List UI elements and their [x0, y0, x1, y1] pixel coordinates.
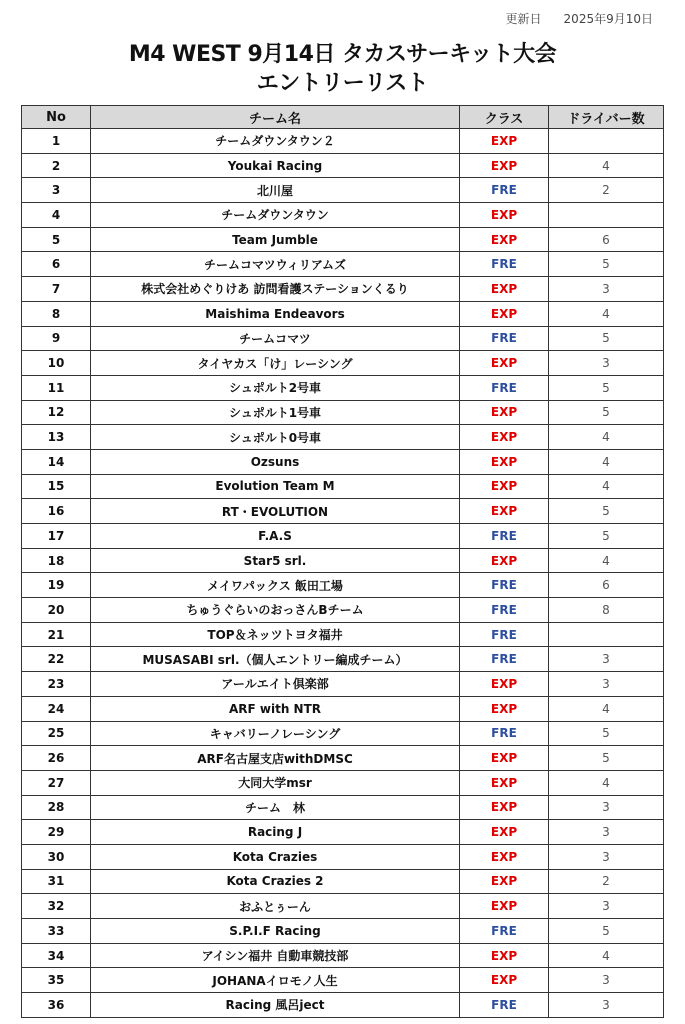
table-row	[22, 820, 664, 845]
row-no: 26	[22, 746, 91, 771]
row-class: FRE	[460, 721, 549, 746]
table-header-row	[22, 106, 664, 129]
row-team-name: RT・EVOLUTION	[91, 499, 460, 524]
row-no: 4	[22, 203, 91, 228]
row-no: 23	[22, 672, 91, 697]
row-no: 19	[22, 573, 91, 598]
row-no: 22	[22, 647, 91, 672]
col-header-no: No	[22, 106, 91, 129]
row-driver-count: 5	[549, 746, 664, 771]
row-team-name: Ozsuns	[91, 449, 460, 474]
table-row	[22, 993, 664, 1018]
row-team-name: JOHANAイロモノ人生	[91, 968, 460, 993]
row-class: EXP	[460, 869, 549, 894]
row-no: 31	[22, 869, 91, 894]
table-row	[22, 400, 664, 425]
row-team-name: 株式会社めぐりけあ 訪問看護ステーションくるり	[91, 277, 460, 302]
row-driver-count: 5	[549, 400, 664, 425]
row-team-name: 大同大学msr	[91, 770, 460, 795]
row-no: 1	[22, 129, 91, 154]
row-driver-count: 4	[549, 474, 664, 499]
row-driver-count: 3	[549, 968, 664, 993]
row-driver-count: 4	[549, 696, 664, 721]
table-row	[22, 869, 664, 894]
row-class: FRE	[460, 993, 549, 1018]
row-driver-count: 5	[549, 721, 664, 746]
row-no: 17	[22, 524, 91, 549]
row-no: 14	[22, 449, 91, 474]
row-no: 13	[22, 425, 91, 450]
row-no: 25	[22, 721, 91, 746]
row-team-name: チームコマツ	[91, 326, 460, 351]
row-driver-count	[549, 622, 664, 647]
row-no: 32	[22, 894, 91, 919]
row-driver-count: 5	[549, 499, 664, 524]
row-team-name: Youkai Racing	[91, 153, 460, 178]
table-row	[22, 746, 664, 771]
table-row	[22, 178, 664, 203]
row-no: 3	[22, 178, 91, 203]
row-class: EXP	[460, 499, 549, 524]
row-team-name: Evolution Team M	[91, 474, 460, 499]
row-class: EXP	[460, 425, 549, 450]
row-team-name: アールエイト倶楽部	[91, 672, 460, 697]
row-driver-count: 5	[549, 524, 664, 549]
row-driver-count: 2	[549, 869, 664, 894]
row-team-name: キャバリーノレーシング	[91, 721, 460, 746]
row-driver-count: 2	[549, 178, 664, 203]
row-no: 9	[22, 326, 91, 351]
row-driver-count: 5	[549, 919, 664, 944]
row-driver-count: 3	[549, 993, 664, 1018]
row-no: 33	[22, 919, 91, 944]
row-team-name: Kota Crazies 2	[91, 869, 460, 894]
row-driver-count: 3	[549, 351, 664, 376]
table-row	[22, 672, 664, 697]
row-class: EXP	[460, 474, 549, 499]
row-team-name: シュポルト0号車	[91, 425, 460, 450]
row-class: EXP	[460, 449, 549, 474]
row-no: 34	[22, 943, 91, 968]
row-no: 7	[22, 277, 91, 302]
row-class: EXP	[460, 277, 549, 302]
row-class: EXP	[460, 820, 549, 845]
row-team-name: アイシン福井 自動車競技部	[91, 943, 460, 968]
row-class: EXP	[460, 227, 549, 252]
row-no: 2	[22, 153, 91, 178]
table-row	[22, 943, 664, 968]
table-row	[22, 425, 664, 450]
table-row	[22, 968, 664, 993]
table-row	[22, 721, 664, 746]
row-no: 8	[22, 301, 91, 326]
row-no: 24	[22, 696, 91, 721]
row-class: FRE	[460, 252, 549, 277]
row-team-name: チーム 林	[91, 795, 460, 820]
row-team-name: チームコマツウィリアムズ	[91, 252, 460, 277]
row-team-name: Star5 srl.	[91, 548, 460, 573]
row-no: 12	[22, 400, 91, 425]
table-row	[22, 129, 664, 154]
row-driver-count: 3	[549, 844, 664, 869]
row-class: EXP	[460, 746, 549, 771]
row-driver-count: 4	[549, 153, 664, 178]
row-team-name: シュポルト1号車	[91, 400, 460, 425]
table-row	[22, 894, 664, 919]
row-team-name: Racing J	[91, 820, 460, 845]
row-class: EXP	[460, 203, 549, 228]
table-row	[22, 153, 664, 178]
row-class: FRE	[460, 375, 549, 400]
row-team-name: Maishima Endeavors	[91, 301, 460, 326]
row-driver-count: 3	[549, 277, 664, 302]
row-team-name: 北川屋	[91, 178, 460, 203]
table-row	[22, 696, 664, 721]
row-no: 11	[22, 375, 91, 400]
update-label: 更新日	[505, 12, 542, 26]
row-class: EXP	[460, 351, 549, 376]
table-row	[22, 351, 664, 376]
row-class: FRE	[460, 326, 549, 351]
row-team-name: MUSASABI srl.（個人エントリー編成チーム）	[91, 647, 460, 672]
row-driver-count: 4	[549, 548, 664, 573]
row-no: 20	[22, 598, 91, 623]
row-team-name: ちゅうぐらいのおっさんBチーム	[91, 598, 460, 623]
col-header-drivers: ドライバー数	[549, 106, 664, 129]
row-team-name: TOP＆ネッツトヨタ福井	[91, 622, 460, 647]
col-header-class: クラス	[460, 106, 549, 129]
title-line-2: エントリーリスト	[256, 71, 429, 96]
row-team-name: S.P.I.F Racing	[91, 919, 460, 944]
row-class: FRE	[460, 622, 549, 647]
row-driver-count: 6	[549, 573, 664, 598]
row-class: FRE	[460, 178, 549, 203]
row-no: 28	[22, 795, 91, 820]
table-body	[22, 129, 664, 1018]
update-date-line	[506, 10, 653, 27]
row-team-name: メイワパックス 飯田工場	[91, 573, 460, 598]
row-driver-count	[549, 129, 664, 154]
row-driver-count: 4	[549, 770, 664, 795]
row-driver-count: 3	[549, 795, 664, 820]
row-driver-count: 3	[549, 894, 664, 919]
row-driver-count: 8	[549, 598, 664, 623]
row-no: 36	[22, 993, 91, 1018]
table-row	[22, 375, 664, 400]
table-row	[22, 252, 664, 277]
row-team-name: ARF with NTR	[91, 696, 460, 721]
table-row	[22, 227, 664, 252]
row-team-name: F.A.S	[91, 524, 460, 549]
row-class: EXP	[460, 672, 549, 697]
row-team-name: チームダウンタウン２	[91, 129, 460, 154]
row-class: EXP	[460, 129, 549, 154]
row-class: EXP	[460, 696, 549, 721]
row-no: 10	[22, 351, 91, 376]
row-class: EXP	[460, 844, 549, 869]
row-class: EXP	[460, 770, 549, 795]
row-driver-count: 4	[549, 943, 664, 968]
row-no: 30	[22, 844, 91, 869]
title-line-1: M4 WEST 9月14日 タカスサーキット大会	[128, 42, 557, 67]
row-team-name: タイヤカス「け」レーシング	[91, 351, 460, 376]
table-row	[22, 449, 664, 474]
row-class: EXP	[460, 301, 549, 326]
row-class: FRE	[460, 573, 549, 598]
row-driver-count: 5	[549, 375, 664, 400]
update-date: 2025年9月10日	[563, 12, 653, 26]
row-class: EXP	[460, 153, 549, 178]
table-row	[22, 499, 664, 524]
row-no: 16	[22, 499, 91, 524]
table-row	[22, 301, 664, 326]
col-header-team: チーム名	[91, 106, 460, 129]
row-team-name: Kota Crazies	[91, 844, 460, 869]
row-class: FRE	[460, 919, 549, 944]
table-row	[22, 647, 664, 672]
row-no: 15	[22, 474, 91, 499]
row-driver-count: 4	[549, 301, 664, 326]
table-row	[22, 474, 664, 499]
row-no: 21	[22, 622, 91, 647]
row-driver-count: 3	[549, 672, 664, 697]
table-row	[22, 548, 664, 573]
row-class: EXP	[460, 548, 549, 573]
table-row	[22, 598, 664, 623]
row-team-name: Racing 風呂ject	[91, 993, 460, 1018]
row-team-name: Team Jumble	[91, 227, 460, 252]
row-driver-count: 6	[549, 227, 664, 252]
row-driver-count: 5	[549, 326, 664, 351]
row-driver-count: 5	[549, 252, 664, 277]
table-row	[22, 573, 664, 598]
row-class: FRE	[460, 524, 549, 549]
row-team-name: シュポルト2号車	[91, 375, 460, 400]
row-team-name: ARF名古屋支店withDMSC	[91, 746, 460, 771]
table-row	[22, 277, 664, 302]
row-no: 6	[22, 252, 91, 277]
table-row	[22, 919, 664, 944]
row-no: 5	[22, 227, 91, 252]
row-team-name: チームダウンタウン	[91, 203, 460, 228]
table-row	[22, 795, 664, 820]
row-class: FRE	[460, 598, 549, 623]
row-class: EXP	[460, 795, 549, 820]
row-driver-count: 3	[549, 647, 664, 672]
row-class: EXP	[460, 894, 549, 919]
entry-table	[21, 105, 664, 1018]
table-row	[22, 203, 664, 228]
row-driver-count: 4	[549, 425, 664, 450]
row-class: EXP	[460, 968, 549, 993]
row-class: EXP	[460, 943, 549, 968]
row-driver-count: 4	[549, 449, 664, 474]
table-row	[22, 524, 664, 549]
row-driver-count	[549, 203, 664, 228]
table-row	[22, 770, 664, 795]
row-no: 29	[22, 820, 91, 845]
table-row	[22, 844, 664, 869]
row-driver-count: 3	[549, 820, 664, 845]
table-row	[22, 326, 664, 351]
row-no: 35	[22, 968, 91, 993]
row-no: 27	[22, 770, 91, 795]
row-class: FRE	[460, 647, 549, 672]
row-class: EXP	[460, 400, 549, 425]
row-team-name: おふとぅーん	[91, 894, 460, 919]
table-row	[22, 622, 664, 647]
row-no: 18	[22, 548, 91, 573]
page-title	[0, 40, 685, 98]
